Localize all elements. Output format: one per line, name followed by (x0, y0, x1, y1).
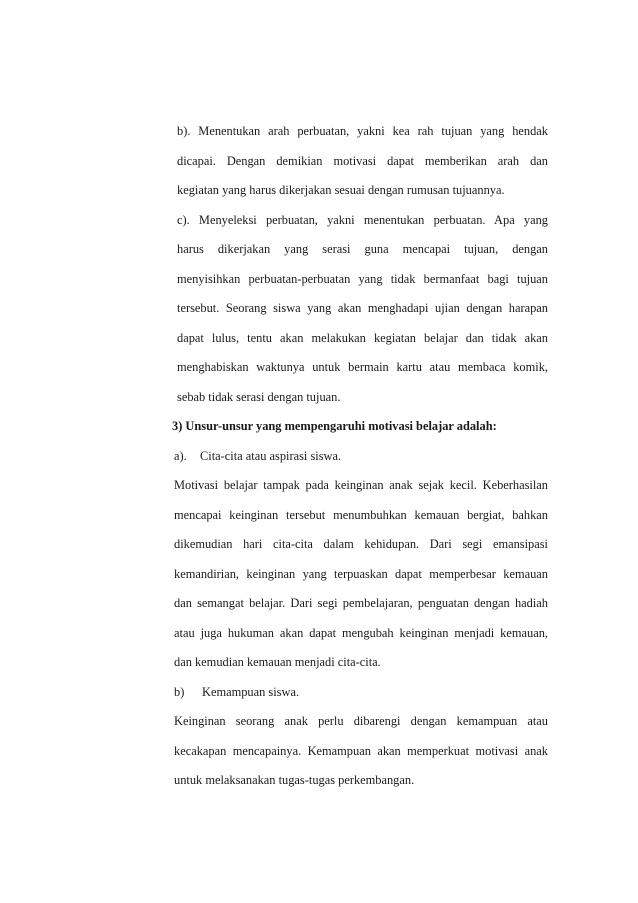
text-line: mencapai keinginan tersebut menumbuhkan kemauan bergiat, bahkan (174, 508, 548, 522)
text-line: dikemudian hari cita-cita dalam kehidupan. Dari segi emansipasi (174, 537, 548, 551)
text-line: untuk melaksanakan tugas-tugas perkembangan. (174, 773, 415, 787)
section-heading: 3) Unsur-unsur yang mempengaruhi motivasi belajar adalah: (172, 419, 497, 433)
text-line: harus dikerjakan yang serasi guna mencapai tujuan, dengan (177, 242, 548, 256)
text-line: atau juga hukuman akan dapat mengubah keinginan menjadi kemauan, (174, 626, 548, 640)
text-line: kegiatan yang harus dikerjakan sesuai dengan rumusan tujuannya. (177, 183, 505, 197)
text-line: c). Menyeleksi perbuatan, yakni menentukan perbuatan. Apa yang (177, 213, 548, 227)
text-line: sebab tidak serasi dengan tujuan. (177, 390, 341, 404)
text-line: Motivasi belajar tampak pada keinginan anak sejak kecil. Keberhasilan (174, 478, 548, 492)
text-line: b). Menentukan arah perbuatan, yakni kea rah tujuan yang hendak (177, 124, 548, 138)
list-marker: b) (174, 685, 185, 699)
text-line: Keinginan seorang anak perlu dibarengi dengan kemampuan atau (174, 714, 548, 728)
text-line: menyisihkan perbuatan-perbuatan yang tidak bermanfaat bagi tujuan (177, 272, 548, 286)
text-line: tersebut. Seorang siswa yang akan menghadapi ujian dengan harapan (177, 301, 548, 315)
text-line: kemandirian, keinginan yang terpuaskan dapat memperbesar kemauan (174, 567, 548, 581)
list-marker: a). (174, 449, 187, 463)
text-line: dicapai. Dengan demikian motivasi dapat memberikan arah dan (177, 154, 548, 168)
list-item-title: Cita-cita atau aspirasi siswa. (200, 449, 342, 463)
list-item-title: Kemampuan siswa. (202, 685, 300, 699)
text-line: kecakapan mencapainya. Kemampuan akan memperkuat motivasi anak (174, 744, 548, 758)
text-line: dan kemudian kemauan menjadi cita-cita. (174, 655, 381, 669)
text-line: dan semangat belajar. Dari segi pembelajaran, penguatan dengan hadiah (174, 596, 548, 610)
text-line: menghabiskan waktunya untuk bermain kartu atau membaca komik, (177, 360, 548, 374)
text-line: dapat lulus, tentu akan melakukan kegiatan belajar dan tidak akan (177, 331, 548, 345)
